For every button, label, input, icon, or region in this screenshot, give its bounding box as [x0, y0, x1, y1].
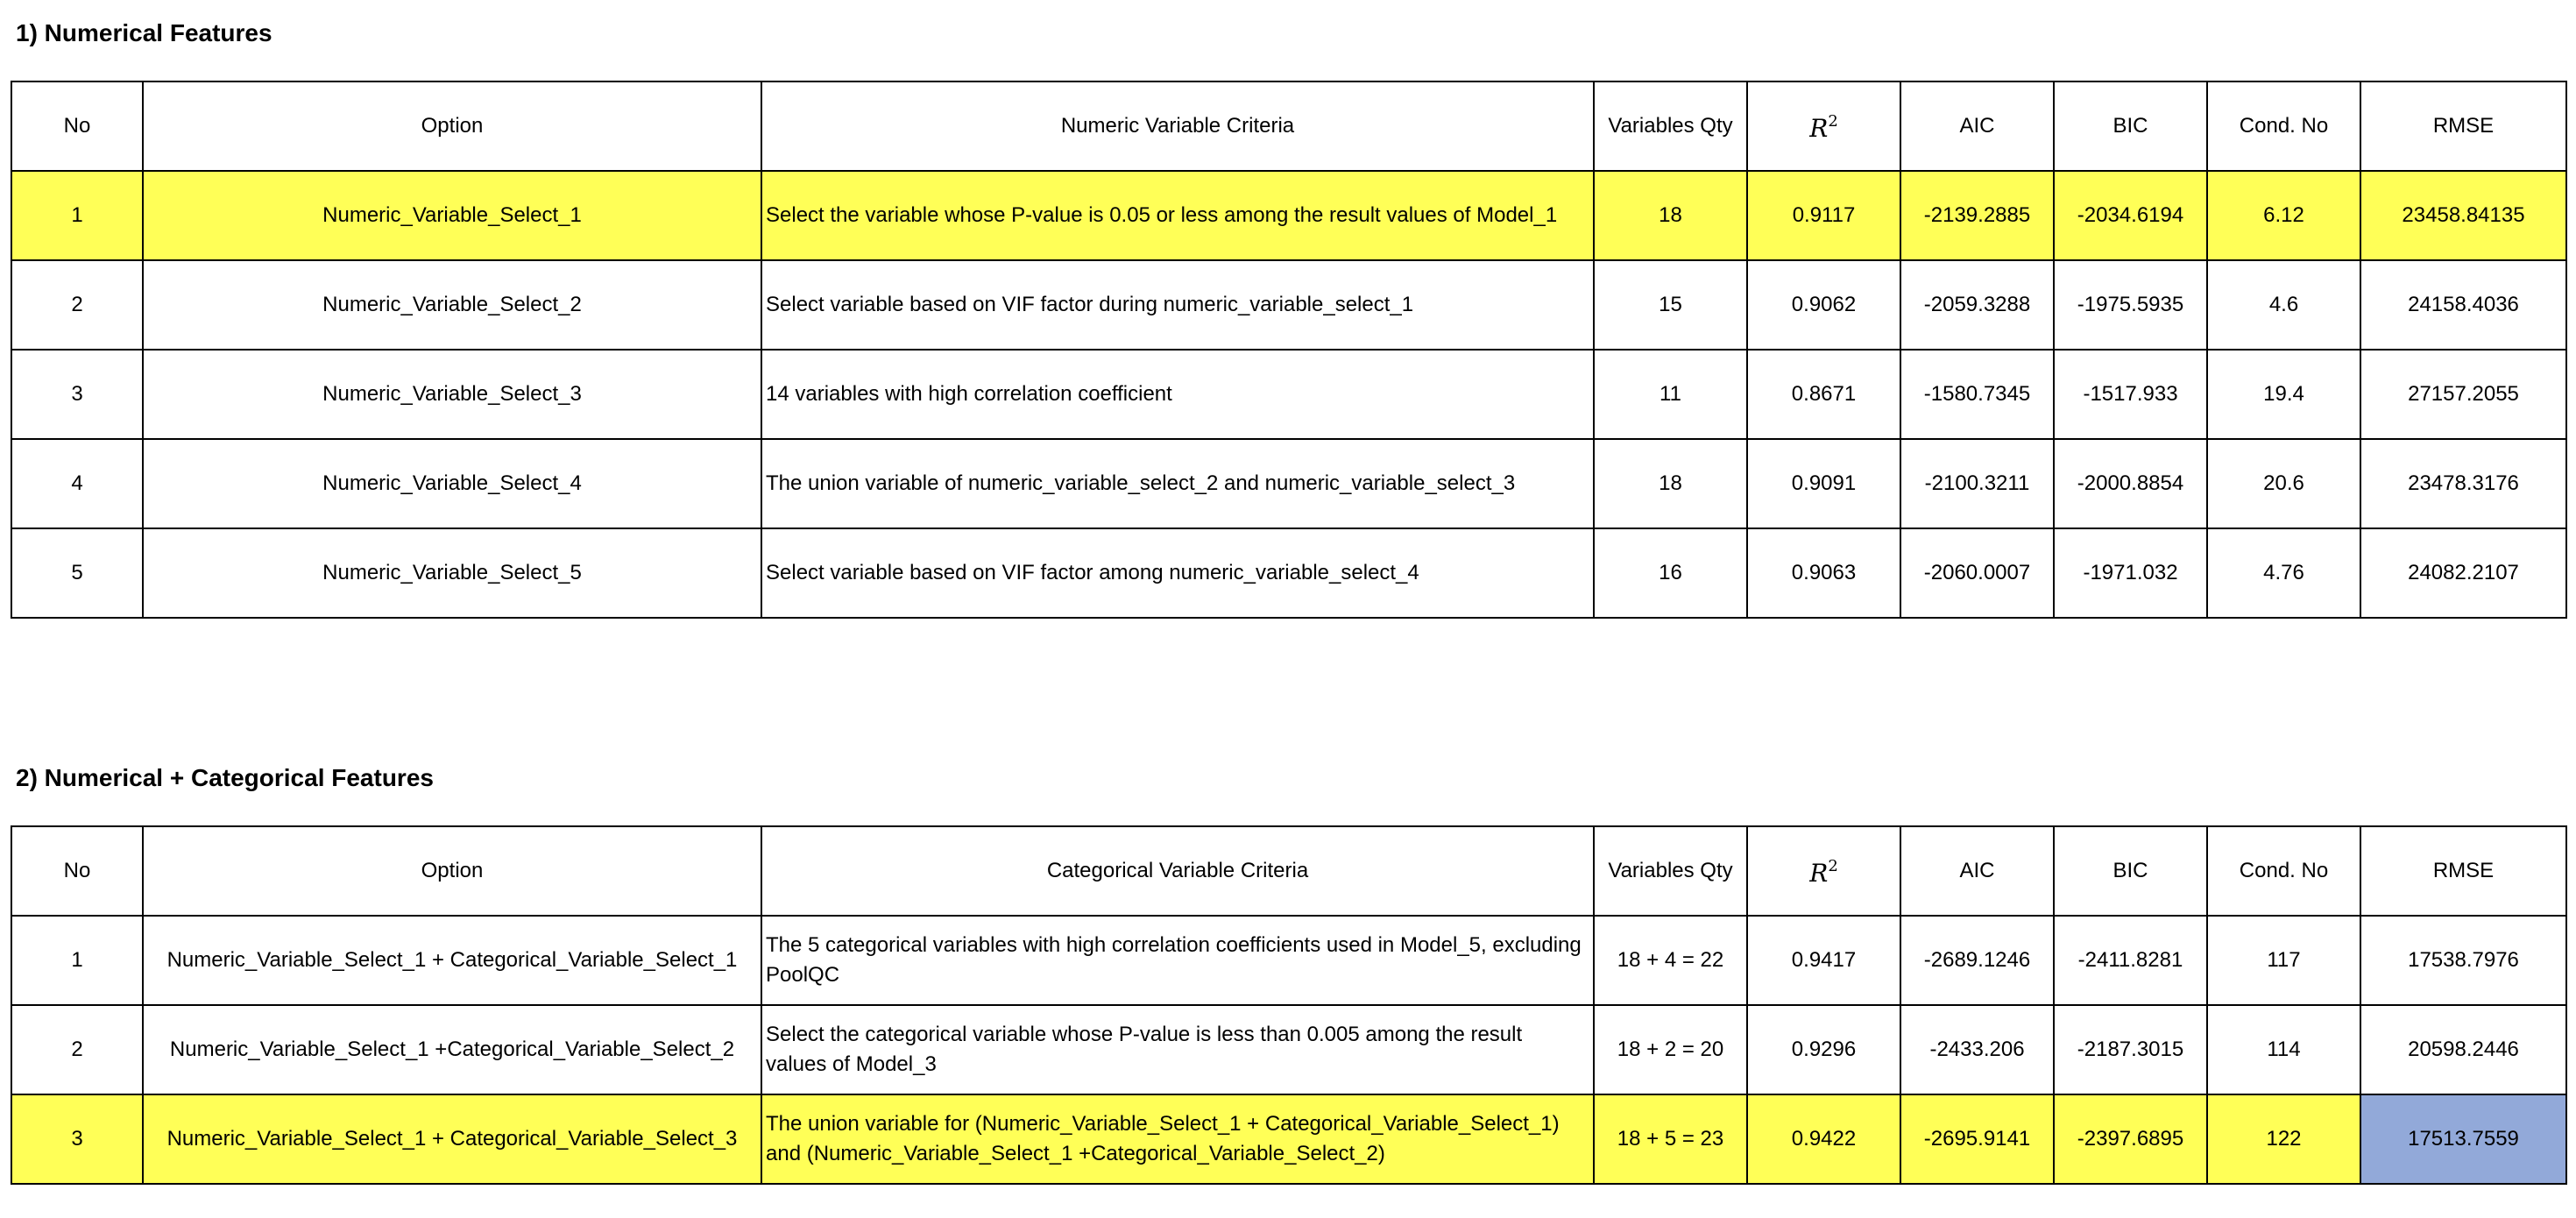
- cell-option: Numeric_Variable_Select_1 + Categorical_Variable_Select_3: [143, 1094, 761, 1184]
- cell-cond-no: 117: [2207, 916, 2360, 1005]
- cell-cond-no: 20.6: [2207, 439, 2360, 528]
- cell-bic: -1971.032: [2054, 528, 2207, 618]
- cell-r-squared: 0.9296: [1747, 1005, 1900, 1094]
- cell-criteria: Select the categorical variable whose P-value is less than 0.005 among the result values of Model_3: [761, 1005, 1594, 1094]
- cell-criteria: The 5 categorical variables with high correlation coefficients used in Model_5, excluding PoolQC: [761, 916, 1594, 1005]
- table-row: [11, 1005, 2566, 1094]
- table-row: [11, 260, 2566, 350]
- table-row: [11, 171, 2566, 260]
- cell-variables-qty: 16: [1594, 528, 1747, 618]
- numerical-categorical-features-table: [11, 825, 2567, 1185]
- cell-rmse: 23478.3176: [2360, 439, 2566, 528]
- cell-bic: -2411.8281: [2054, 916, 2207, 1005]
- cell-cond-no: 19.4: [2207, 350, 2360, 439]
- header-option: Option: [143, 81, 761, 171]
- header-variables-qty: Variables Qty: [1594, 81, 1747, 171]
- cell-aic: -2695.9141: [1900, 1094, 2054, 1184]
- cell-rmse: 17513.7559: [2360, 1094, 2566, 1184]
- table-row: [11, 350, 2566, 439]
- cell-no: 3: [11, 350, 143, 439]
- r-squared-symbol: R: [1809, 114, 1829, 143]
- header-rmse: RMSE: [2360, 826, 2566, 916]
- r-squared-symbol: R: [1809, 859, 1829, 888]
- cell-option: Numeric_Variable_Select_4: [143, 439, 761, 528]
- cell-rmse: 24158.4036: [2360, 260, 2566, 350]
- header-r-squared: [1747, 81, 1900, 171]
- cell-criteria: The union variable of numeric_variable_select_2 and numeric_variable_select_3: [761, 439, 1594, 528]
- cell-bic: -1517.933: [2054, 350, 2207, 439]
- cell-no: 1: [11, 916, 143, 1005]
- cell-aic: -1580.7345: [1900, 350, 2054, 439]
- header-criteria: Categorical Variable Criteria: [761, 826, 1594, 916]
- cell-r-squared: 0.9063: [1747, 528, 1900, 618]
- header-bic: BIC: [2054, 826, 2207, 916]
- cell-cond-no: 122: [2207, 1094, 2360, 1184]
- cell-no: 2: [11, 1005, 143, 1094]
- table-body: [11, 171, 2566, 618]
- cell-bic: -2397.6895: [2054, 1094, 2207, 1184]
- cell-rmse: 20598.2446: [2360, 1005, 2566, 1094]
- cell-no: 1: [11, 171, 143, 260]
- cell-bic: -2187.3015: [2054, 1005, 2207, 1094]
- table-row: [11, 439, 2566, 528]
- header-aic: AIC: [1900, 81, 2054, 171]
- cell-aic: -2100.3211: [1900, 439, 2054, 528]
- r-squared-exponent: 2: [1828, 112, 1838, 131]
- table-row: [11, 1094, 2566, 1184]
- cell-rmse: 24082.2107: [2360, 528, 2566, 618]
- cell-no: 3: [11, 1094, 143, 1184]
- cell-no: 4: [11, 439, 143, 528]
- header-bic: BIC: [2054, 81, 2207, 171]
- cell-no: 5: [11, 528, 143, 618]
- r-squared-exponent: 2: [1828, 857, 1838, 875]
- cell-option: Numeric_Variable_Select_1 +Categorical_Variable_Select_2: [143, 1005, 761, 1094]
- header-variables-qty: Variables Qty: [1594, 826, 1747, 916]
- cell-criteria: Select variable based on VIF factor during numeric_variable_select_1: [761, 260, 1594, 350]
- cell-cond-no: 6.12: [2207, 171, 2360, 260]
- header-cond-no: Cond. No: [2207, 826, 2360, 916]
- cell-bic: -1975.5935: [2054, 260, 2207, 350]
- cell-variables-qty: 18 + 2 = 20: [1594, 1005, 1747, 1094]
- cell-cond-no: 4.6: [2207, 260, 2360, 350]
- cell-rmse: 27157.2055: [2360, 350, 2566, 439]
- header-aic: AIC: [1900, 826, 2054, 916]
- numerical-features-table: [11, 81, 2567, 619]
- cell-aic: -2433.206: [1900, 1005, 2054, 1094]
- header-r-squared: [1747, 826, 1900, 916]
- cell-criteria: 14 variables with high correlation coefficient: [761, 350, 1594, 439]
- header-row: [11, 826, 2566, 916]
- cell-variables-qty: 11: [1594, 350, 1747, 439]
- section-title-numerical-categorical: 2) Numerical + Categorical Features: [16, 764, 434, 791]
- cell-cond-no: 4.76: [2207, 528, 2360, 618]
- header-option: Option: [143, 826, 761, 916]
- cell-cond-no: 114: [2207, 1005, 2360, 1094]
- header-criteria: Numeric Variable Criteria: [761, 81, 1594, 171]
- cell-rmse: 23458.84135: [2360, 171, 2566, 260]
- cell-r-squared: 0.9117: [1747, 171, 1900, 260]
- cell-bic: -2034.6194: [2054, 171, 2207, 260]
- table-row: [11, 528, 2566, 618]
- header-no: No: [11, 81, 143, 171]
- header-no: No: [11, 826, 143, 916]
- cell-r-squared: 0.9422: [1747, 1094, 1900, 1184]
- cell-variables-qty: 18 + 5 = 23: [1594, 1094, 1747, 1184]
- header-rmse: RMSE: [2360, 81, 2566, 171]
- cell-r-squared: 0.8671: [1747, 350, 1900, 439]
- cell-r-squared: 0.9091: [1747, 439, 1900, 528]
- cell-aic: -2139.2885: [1900, 171, 2054, 260]
- cell-variables-qty: 18: [1594, 171, 1747, 260]
- cell-criteria: Select the variable whose P-value is 0.05 or less among the result values of Model_1: [761, 171, 1594, 260]
- cell-option: Numeric_Variable_Select_1 + Categorical_Variable_Select_1: [143, 916, 761, 1005]
- cell-aic: -2059.3288: [1900, 260, 2054, 350]
- cell-r-squared: 0.9417: [1747, 916, 1900, 1005]
- cell-bic: -2000.8854: [2054, 439, 2207, 528]
- cell-option: Numeric_Variable_Select_1: [143, 171, 761, 260]
- cell-rmse: 17538.7976: [2360, 916, 2566, 1005]
- cell-variables-qty: 18: [1594, 439, 1747, 528]
- cell-option: Numeric_Variable_Select_5: [143, 528, 761, 618]
- cell-variables-qty: 15: [1594, 260, 1747, 350]
- cell-no: 2: [11, 260, 143, 350]
- cell-variables-qty: 18 + 4 = 22: [1594, 916, 1747, 1005]
- cell-aic: -2060.0007: [1900, 528, 2054, 618]
- cell-r-squared: 0.9062: [1747, 260, 1900, 350]
- table-row: [11, 916, 2566, 1005]
- table-body: [11, 916, 2566, 1184]
- section-title-numerical: 1) Numerical Features: [16, 19, 272, 46]
- header-row: [11, 81, 2566, 171]
- header-cond-no: Cond. No: [2207, 81, 2360, 171]
- cell-criteria: The union variable for (Numeric_Variable_Select_1 + Categorical_Variable_Select_1) and (Numeric_Variable_Select_1 +Categorical_Variable_Select_2): [761, 1094, 1594, 1184]
- cell-aic: -2689.1246: [1900, 916, 2054, 1005]
- cell-option: Numeric_Variable_Select_2: [143, 260, 761, 350]
- cell-option: Numeric_Variable_Select_3: [143, 350, 761, 439]
- cell-criteria: Select variable based on VIF factor among numeric_variable_select_4: [761, 528, 1594, 618]
